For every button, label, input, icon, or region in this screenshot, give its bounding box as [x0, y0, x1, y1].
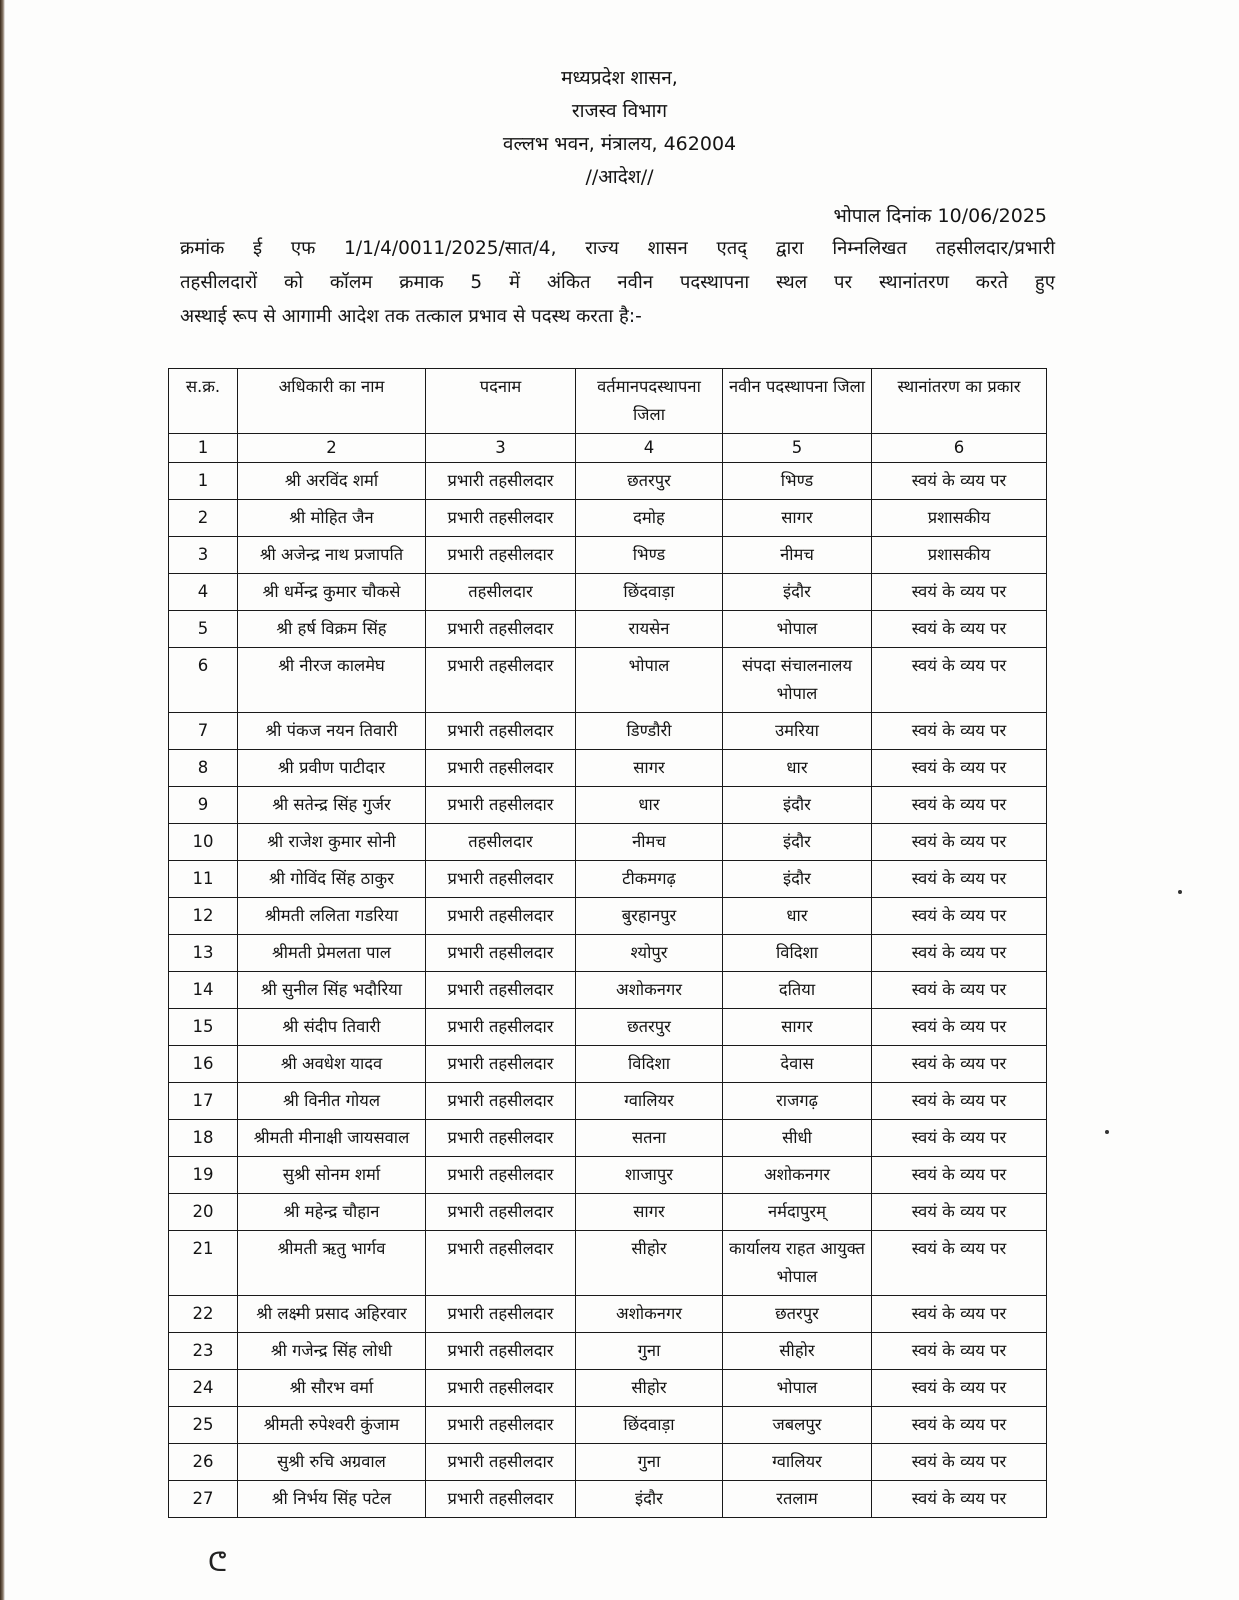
cell-transfer-type: स्वयं के व्यय पर	[872, 1370, 1047, 1407]
cell-current-district: टीकमगढ़	[576, 861, 723, 898]
cell-serial: 27	[169, 1481, 238, 1518]
cell-transfer-type: स्वयं के व्यय पर	[872, 1046, 1047, 1083]
cell-current-district: अशोकनगर	[576, 1296, 723, 1333]
cell-new-district: इंदौर	[723, 787, 872, 824]
cell-new-district: उमरिया	[723, 713, 872, 750]
cell-serial: 16	[169, 1046, 238, 1083]
cell-current-district: श्योपुर	[576, 935, 723, 972]
cell-serial: 4	[169, 574, 238, 611]
table-row	[169, 1481, 1047, 1518]
cell-designation: प्रभारी तहसीलदार	[426, 1296, 576, 1333]
cell-designation: प्रभारी तहसीलदार	[426, 935, 576, 972]
cell-serial: 26	[169, 1444, 238, 1481]
cell-serial: 15	[169, 1009, 238, 1046]
cell-serial: 12	[169, 898, 238, 935]
scan-speck	[1178, 890, 1182, 894]
cell-officer-name: श्री सतेन्द्र सिंह गुर्जर	[238, 787, 426, 824]
cell-current-district: सीहोर	[576, 1370, 723, 1407]
header-department: राजस्व विभाग	[571, 100, 668, 122]
cell-transfer-type: स्वयं के व्यय पर	[872, 1194, 1047, 1231]
cell-new-district: सीहोर	[723, 1333, 872, 1370]
cell-transfer-type: स्वयं के व्यय पर	[872, 824, 1047, 861]
cell-transfer-type: स्वयं के व्यय पर	[872, 611, 1047, 648]
cell-designation: प्रभारी तहसीलदार	[426, 1009, 576, 1046]
cell-designation: प्रभारी तहसीलदार	[426, 1083, 576, 1120]
cell-current-district: विदिशा	[576, 1046, 723, 1083]
cell-designation: प्रभारी तहसीलदार	[426, 1120, 576, 1157]
table-row	[169, 861, 1047, 898]
cell-current-district: सागर	[576, 750, 723, 787]
cell-transfer-type: स्वयं के व्यय पर	[872, 1157, 1047, 1194]
cell-current-district: छिंदवाड़ा	[576, 574, 723, 611]
cell-current-district: रायसेन	[576, 611, 723, 648]
cell-current-district: छिंदवाड़ा	[576, 1407, 723, 1444]
cell-officer-name: श्री लक्ष्मी प्रसाद अहिरवार	[238, 1296, 426, 1333]
cell-current-district: धार	[576, 787, 723, 824]
table-row	[169, 1009, 1047, 1046]
cell-transfer-type: स्वयं के व्यय पर	[872, 1231, 1047, 1296]
cell-current-district: डिण्डौरी	[576, 713, 723, 750]
table-row	[169, 935, 1047, 972]
cell-designation: प्रभारी तहसीलदार	[426, 500, 576, 537]
cell-serial: 2	[169, 500, 238, 537]
table-row	[169, 972, 1047, 1009]
cell-new-district: संपदा संचालनालय भोपाल	[723, 648, 872, 713]
table-row	[169, 1370, 1047, 1407]
cell-serial: 11	[169, 861, 238, 898]
cell-current-district: गुना	[576, 1333, 723, 1370]
cell-officer-name: श्री नीरज कालमेघ	[238, 648, 426, 713]
header-new-district: नवीन पदस्थापना जिला	[723, 369, 872, 434]
cell-transfer-type: स्वयं के व्यय पर	[872, 574, 1047, 611]
cell-current-district: दमोह	[576, 500, 723, 537]
cell-officer-name: श्री धर्मेन्द्र कुमार चौकसे	[238, 574, 426, 611]
cell-designation: प्रभारी तहसीलदार	[426, 463, 576, 500]
cell-transfer-type: स्वयं के व्यय पर	[872, 1296, 1047, 1333]
cell-current-district: भिण्ड	[576, 537, 723, 574]
cell-new-district: इंदौर	[723, 824, 872, 861]
cell-current-district: सीहोर	[576, 1231, 723, 1296]
cell-new-district: छतरपुर	[723, 1296, 872, 1333]
cell-officer-name: श्री निर्भय सिंह पटेल	[238, 1481, 426, 1518]
cell-officer-name: सुश्री सोनम शर्मा	[238, 1157, 426, 1194]
header-order: //आदेश//	[585, 166, 654, 188]
cell-designation: प्रभारी तहसीलदार	[426, 611, 576, 648]
paragraph-line: अस्थाई रूप से आगामी आदेश तक तत्काल प्रभाव से पदस्थ करता है:-	[180, 306, 642, 327]
cell-new-district: भोपाल	[723, 611, 872, 648]
cell-serial: 10	[169, 824, 238, 861]
cell-designation: प्रभारी तहसीलदार	[426, 1407, 576, 1444]
table-row	[169, 1120, 1047, 1157]
cell-serial: 13	[169, 935, 238, 972]
cell-designation: प्रभारी तहसीलदार	[426, 898, 576, 935]
cell-serial: 25	[169, 1407, 238, 1444]
cell-officer-name: श्री गजेन्द्र सिंह लोधी	[238, 1333, 426, 1370]
column-number: 5	[723, 434, 872, 463]
cell-serial: 19	[169, 1157, 238, 1194]
cell-new-district: धार	[723, 898, 872, 935]
cell-transfer-type: स्वयं के व्यय पर	[872, 1009, 1047, 1046]
cell-transfer-type: स्वयं के व्यय पर	[872, 713, 1047, 750]
cell-serial: 21	[169, 1231, 238, 1296]
table-row	[169, 1444, 1047, 1481]
cell-officer-name: श्री प्रवीण पाटीदार	[238, 750, 426, 787]
header-transfer-type: स्थानांतरण का प्रकार	[872, 369, 1047, 434]
cell-officer-name: श्री संदीप तिवारी	[238, 1009, 426, 1046]
table-row	[169, 537, 1047, 574]
transfer-table	[168, 368, 1047, 1518]
cell-current-district: सागर	[576, 1194, 723, 1231]
cell-transfer-type: स्वयं के व्यय पर	[872, 648, 1047, 713]
cell-current-district: ग्वालियर	[576, 1083, 723, 1120]
cell-officer-name: श्री मोहित जैन	[238, 500, 426, 537]
cell-transfer-type: स्वयं के व्यय पर	[872, 463, 1047, 500]
cell-transfer-type: स्वयं के व्यय पर	[872, 935, 1047, 972]
cell-transfer-type: स्वयं के व्यय पर	[872, 1407, 1047, 1444]
cell-designation: प्रभारी तहसीलदार	[426, 1046, 576, 1083]
cell-new-district: नीमच	[723, 537, 872, 574]
cell-new-district: रतलाम	[723, 1481, 872, 1518]
cell-designation: प्रभारी तहसीलदार	[426, 750, 576, 787]
cell-transfer-type: प्रशासकीय	[872, 537, 1047, 574]
cell-officer-name: श्री विनीत गोयल	[238, 1083, 426, 1120]
cell-transfer-type: स्वयं के व्यय पर	[872, 861, 1047, 898]
cell-serial: 5	[169, 611, 238, 648]
cell-designation: तहसीलदार	[426, 574, 576, 611]
column-number: 4	[576, 434, 723, 463]
table-row	[169, 611, 1047, 648]
cell-new-district: भिण्ड	[723, 463, 872, 500]
paragraph-line: क्रमांक ई एफ 1/1/4/0011/2025/सात/4, राज्य शासन एतद् द्वारा निम्नलिखत तहसीलदार/प्रभारी	[180, 238, 1055, 259]
cell-officer-name: श्री पंकज नयन तिवारी	[238, 713, 426, 750]
cell-designation: प्रभारी तहसीलदार	[426, 1481, 576, 1518]
cell-current-district: छतरपुर	[576, 463, 723, 500]
cell-designation: प्रभारी तहसीलदार	[426, 1444, 576, 1481]
table-row	[169, 1296, 1047, 1333]
table-row	[169, 787, 1047, 824]
cell-transfer-type: स्वयं के व्यय पर	[872, 750, 1047, 787]
cell-serial: 9	[169, 787, 238, 824]
cell-designation: प्रभारी तहसीलदार	[426, 1157, 576, 1194]
cell-serial: 23	[169, 1333, 238, 1370]
cell-transfer-type: स्वयं के व्यय पर	[872, 1083, 1047, 1120]
cell-designation: प्रभारी तहसीलदार	[426, 537, 576, 574]
cell-new-district: देवास	[723, 1046, 872, 1083]
cell-current-district: इंदौर	[576, 1481, 723, 1518]
cell-serial: 18	[169, 1120, 238, 1157]
cell-officer-name: श्री हर्ष विक्रम सिंह	[238, 611, 426, 648]
cell-current-district: अशोकनगर	[576, 972, 723, 1009]
column-number-row	[169, 434, 1047, 463]
cell-designation: प्रभारी तहसीलदार	[426, 1194, 576, 1231]
cell-current-district: बुरहानपुर	[576, 898, 723, 935]
cell-officer-name: श्री गोविंद सिंह ठाकुर	[238, 861, 426, 898]
column-number: 1	[169, 434, 238, 463]
cell-serial: 24	[169, 1370, 238, 1407]
table-header-row	[169, 369, 1047, 434]
table-row	[169, 463, 1047, 500]
cell-designation: प्रभारी तहसीलदार	[426, 1370, 576, 1407]
cell-new-district: कार्यालय राहत आयुक्त भोपाल	[723, 1231, 872, 1296]
scan-speck	[1105, 1130, 1109, 1134]
cell-serial: 6	[169, 648, 238, 713]
order-paragraph	[180, 232, 1055, 334]
header-designation: पदनाम	[426, 369, 576, 434]
cell-officer-name: श्रीमती रुपेश्वरी कुंजाम	[238, 1407, 426, 1444]
cell-designation: प्रभारी तहसीलदार	[426, 1231, 576, 1296]
cell-transfer-type: स्वयं के व्यय पर	[872, 1333, 1047, 1370]
cell-designation: प्रभारी तहसीलदार	[426, 787, 576, 824]
column-number: 6	[872, 434, 1047, 463]
table-row	[169, 1157, 1047, 1194]
table-row	[169, 824, 1047, 861]
cell-serial: 8	[169, 750, 238, 787]
cell-new-district: सीधी	[723, 1120, 872, 1157]
cell-current-district: शाजापुर	[576, 1157, 723, 1194]
table-row	[169, 713, 1047, 750]
table-row	[169, 500, 1047, 537]
table-row	[169, 1231, 1047, 1296]
cell-officer-name: श्री सुनील सिंह भदौरिया	[238, 972, 426, 1009]
cell-transfer-type: स्वयं के व्यय पर	[872, 1444, 1047, 1481]
cell-officer-name: श्रीमती प्रेमलता पाल	[238, 935, 426, 972]
letterhead	[0, 62, 1239, 194]
cell-transfer-type: प्रशासकीय	[872, 500, 1047, 537]
cell-serial: 17	[169, 1083, 238, 1120]
cell-new-district: सागर	[723, 500, 872, 537]
cell-officer-name: श्रीमती मीनाक्षी जायसवाल	[238, 1120, 426, 1157]
cell-new-district: इंदौर	[723, 574, 872, 611]
cell-officer-name: श्रीमती ऋतु भार्गव	[238, 1231, 426, 1296]
table-row	[169, 574, 1047, 611]
cell-new-district: ग्वालियर	[723, 1444, 872, 1481]
cell-new-district: विदिशा	[723, 935, 872, 972]
table-row	[169, 1333, 1047, 1370]
cell-designation: तहसीलदार	[426, 824, 576, 861]
header-serial: स.क्र.	[169, 369, 238, 434]
column-number: 3	[426, 434, 576, 463]
cell-officer-name: सुश्री रुचि अग्रवाल	[238, 1444, 426, 1481]
cell-designation: प्रभारी तहसीलदार	[426, 648, 576, 713]
cell-transfer-type: स्वयं के व्यय पर	[872, 1481, 1047, 1518]
signature-mark: ᕦ	[208, 1548, 227, 1578]
cell-serial: 22	[169, 1296, 238, 1333]
cell-new-district: धार	[723, 750, 872, 787]
cell-designation: प्रभारी तहसीलदार	[426, 1333, 576, 1370]
cell-transfer-type: स्वयं के व्यय पर	[872, 972, 1047, 1009]
header-officer-name: अधिकारी का नाम	[238, 369, 426, 434]
cell-serial: 14	[169, 972, 238, 1009]
table-row	[169, 1046, 1047, 1083]
table-row	[169, 648, 1047, 713]
cell-officer-name: श्री राजेश कुमार सोनी	[238, 824, 426, 861]
cell-designation: प्रभारी तहसीलदार	[426, 972, 576, 1009]
table-row	[169, 1407, 1047, 1444]
cell-new-district: नर्मदापुरम्	[723, 1194, 872, 1231]
cell-officer-name: श्री सौरभ वर्मा	[238, 1370, 426, 1407]
cell-officer-name: श्री अरविंद शर्मा	[238, 463, 426, 500]
paragraph-line: तहसीलदारों को कॉलम क्रमाक 5 में अंकित नवीन पदस्थापना स्थल पर स्थानांतरण करते हुए	[180, 272, 1055, 293]
cell-designation: प्रभारी तहसीलदार	[426, 861, 576, 898]
cell-new-district: अशोकनगर	[723, 1157, 872, 1194]
cell-new-district: सागर	[723, 1009, 872, 1046]
cell-officer-name: श्री अवधेश यादव	[238, 1046, 426, 1083]
table-row	[169, 1083, 1047, 1120]
cell-serial: 7	[169, 713, 238, 750]
cell-officer-name: श्री अजेन्द्र नाथ प्रजापति	[238, 537, 426, 574]
cell-serial: 20	[169, 1194, 238, 1231]
cell-transfer-type: स्वयं के व्यय पर	[872, 787, 1047, 824]
table-row	[169, 750, 1047, 787]
cell-transfer-type: स्वयं के व्यय पर	[872, 1120, 1047, 1157]
column-number: 2	[238, 434, 426, 463]
cell-new-district: इंदौर	[723, 861, 872, 898]
cell-current-district: सतना	[576, 1120, 723, 1157]
cell-new-district: दतिया	[723, 972, 872, 1009]
cell-transfer-type: स्वयं के व्यय पर	[872, 898, 1047, 935]
header-current-district: वर्तमानपदस्थापना जिला	[576, 369, 723, 434]
scan-edge	[0, 0, 5, 1600]
cell-current-district: गुना	[576, 1444, 723, 1481]
table-row	[169, 898, 1047, 935]
header-address: वल्लभ भवन, मंत्रालय, 462004	[502, 133, 737, 155]
header-govt: मध्यप्रदेश शासन,	[561, 67, 678, 89]
cell-new-district: राजगढ़	[723, 1083, 872, 1120]
cell-new-district: जबलपुर	[723, 1407, 872, 1444]
table-row	[169, 1194, 1047, 1231]
cell-current-district: भोपाल	[576, 648, 723, 713]
cell-designation: प्रभारी तहसीलदार	[426, 713, 576, 750]
cell-new-district: भोपाल	[723, 1370, 872, 1407]
cell-current-district: नीमच	[576, 824, 723, 861]
cell-officer-name: श्रीमती ललिता गडरिया	[238, 898, 426, 935]
cell-serial: 3	[169, 537, 238, 574]
cell-serial: 1	[169, 463, 238, 500]
cell-current-district: छतरपुर	[576, 1009, 723, 1046]
cell-officer-name: श्री महेन्द्र चौहान	[238, 1194, 426, 1231]
order-date: भोपाल दिनांक 10/06/2025	[833, 205, 1047, 227]
